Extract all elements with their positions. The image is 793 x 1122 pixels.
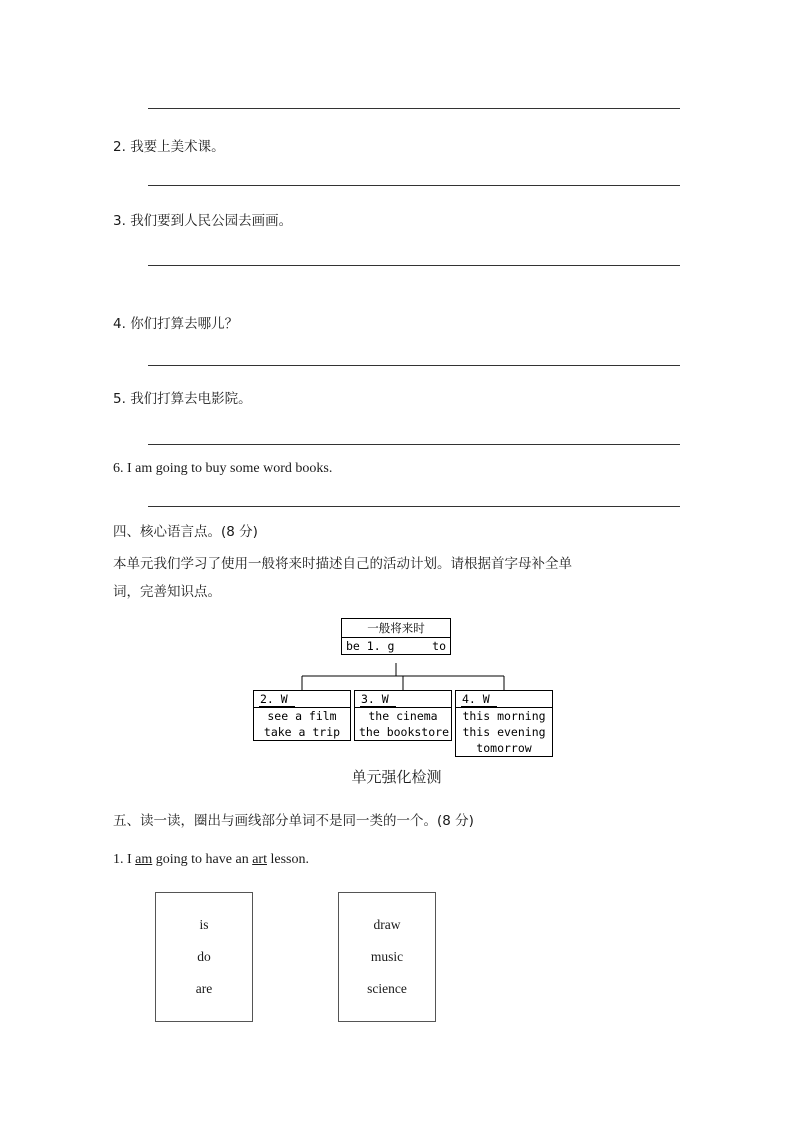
item-number: 3. <box>113 213 126 230</box>
diagram-branch-line: take a trip <box>263 725 341 740</box>
diagram-root-title: 一般将来时 <box>367 621 425 636</box>
item-text: 我们要到人民公园去画画。 <box>130 213 293 230</box>
page-content <box>113 0 680 1022</box>
diagram-root-box <box>341 618 451 655</box>
choice-box-1[interactable] <box>155 892 253 1021</box>
item-text: 我们打算去电影院。 <box>130 390 252 407</box>
choice-boxes <box>155 892 680 1021</box>
item-number: 6. <box>113 461 124 476</box>
section-five-heading: 五、读一读，圈出与画线部分单词不是同一类的一个。(8 分) <box>113 813 474 830</box>
diagram-branch-line: tomorrow <box>476 741 532 756</box>
diagram-branch-label: 4. W <box>461 692 497 707</box>
translation-item <box>113 137 680 157</box>
translation-item <box>113 458 680 479</box>
diagram-root-formula <box>342 637 450 654</box>
item-number: 2. <box>113 139 126 155</box>
diagram-branch-box <box>455 690 553 757</box>
diagram-branch-line: the bookstore <box>359 725 450 740</box>
diagram-root-left: be 1. g <box>346 639 395 654</box>
section-four-heading: 四、核心语言点。(8 分) <box>113 524 258 540</box>
choice-box-2[interactable] <box>338 892 436 1021</box>
section-four-paragraph-line2: 词，完善知识点。 <box>113 583 221 600</box>
choice-option[interactable]: is <box>199 917 209 933</box>
unit-test-title: 单元强化检测 <box>351 768 442 787</box>
choice-option[interactable]: draw <box>373 917 401 933</box>
item-number: 5. <box>113 390 126 407</box>
section-four-paragraph-line1: 本单元我们学习了使用一般将来时描述自己的活动计划。请根据首字母补全单 <box>113 556 572 572</box>
q1-underlined-art: art <box>252 852 267 868</box>
choice-option[interactable]: science <box>367 980 407 996</box>
q1-underlined-am: am <box>135 852 153 868</box>
q1-suffix: lesson. <box>266 852 309 868</box>
diagram-branch-line: this evening <box>462 725 546 740</box>
diagram-branch-box <box>354 690 452 741</box>
translation-item <box>113 389 680 409</box>
diagram-root-right: to <box>432 639 446 654</box>
q1-prefix: 1. I <box>113 852 136 868</box>
item-text: 我要上美术课。 <box>130 139 225 155</box>
diagram-branch-box <box>253 690 351 741</box>
diagram-branch-label: 2. W <box>259 692 295 707</box>
diagram-branch-line: this morning <box>456 707 552 724</box>
item-text: 你们打算去哪儿？ <box>130 315 239 332</box>
grammar-tree-diagram <box>113 618 680 758</box>
choice-option[interactable]: are <box>195 980 213 996</box>
diagram-branch-line: the cinema <box>355 707 451 724</box>
choice-option[interactable]: music <box>370 949 404 965</box>
question-1-text <box>113 849 680 870</box>
diagram-branch-line: see a film <box>254 707 350 724</box>
diagram-branch-label: 3. W <box>360 692 396 707</box>
translation-item <box>113 314 680 334</box>
choice-option[interactable]: do <box>197 949 211 965</box>
item-text: I am going to buy some word books. <box>127 461 333 476</box>
translation-item <box>113 211 680 231</box>
item-number: 4. <box>113 315 126 332</box>
q1-middle: going to have an <box>152 852 253 868</box>
